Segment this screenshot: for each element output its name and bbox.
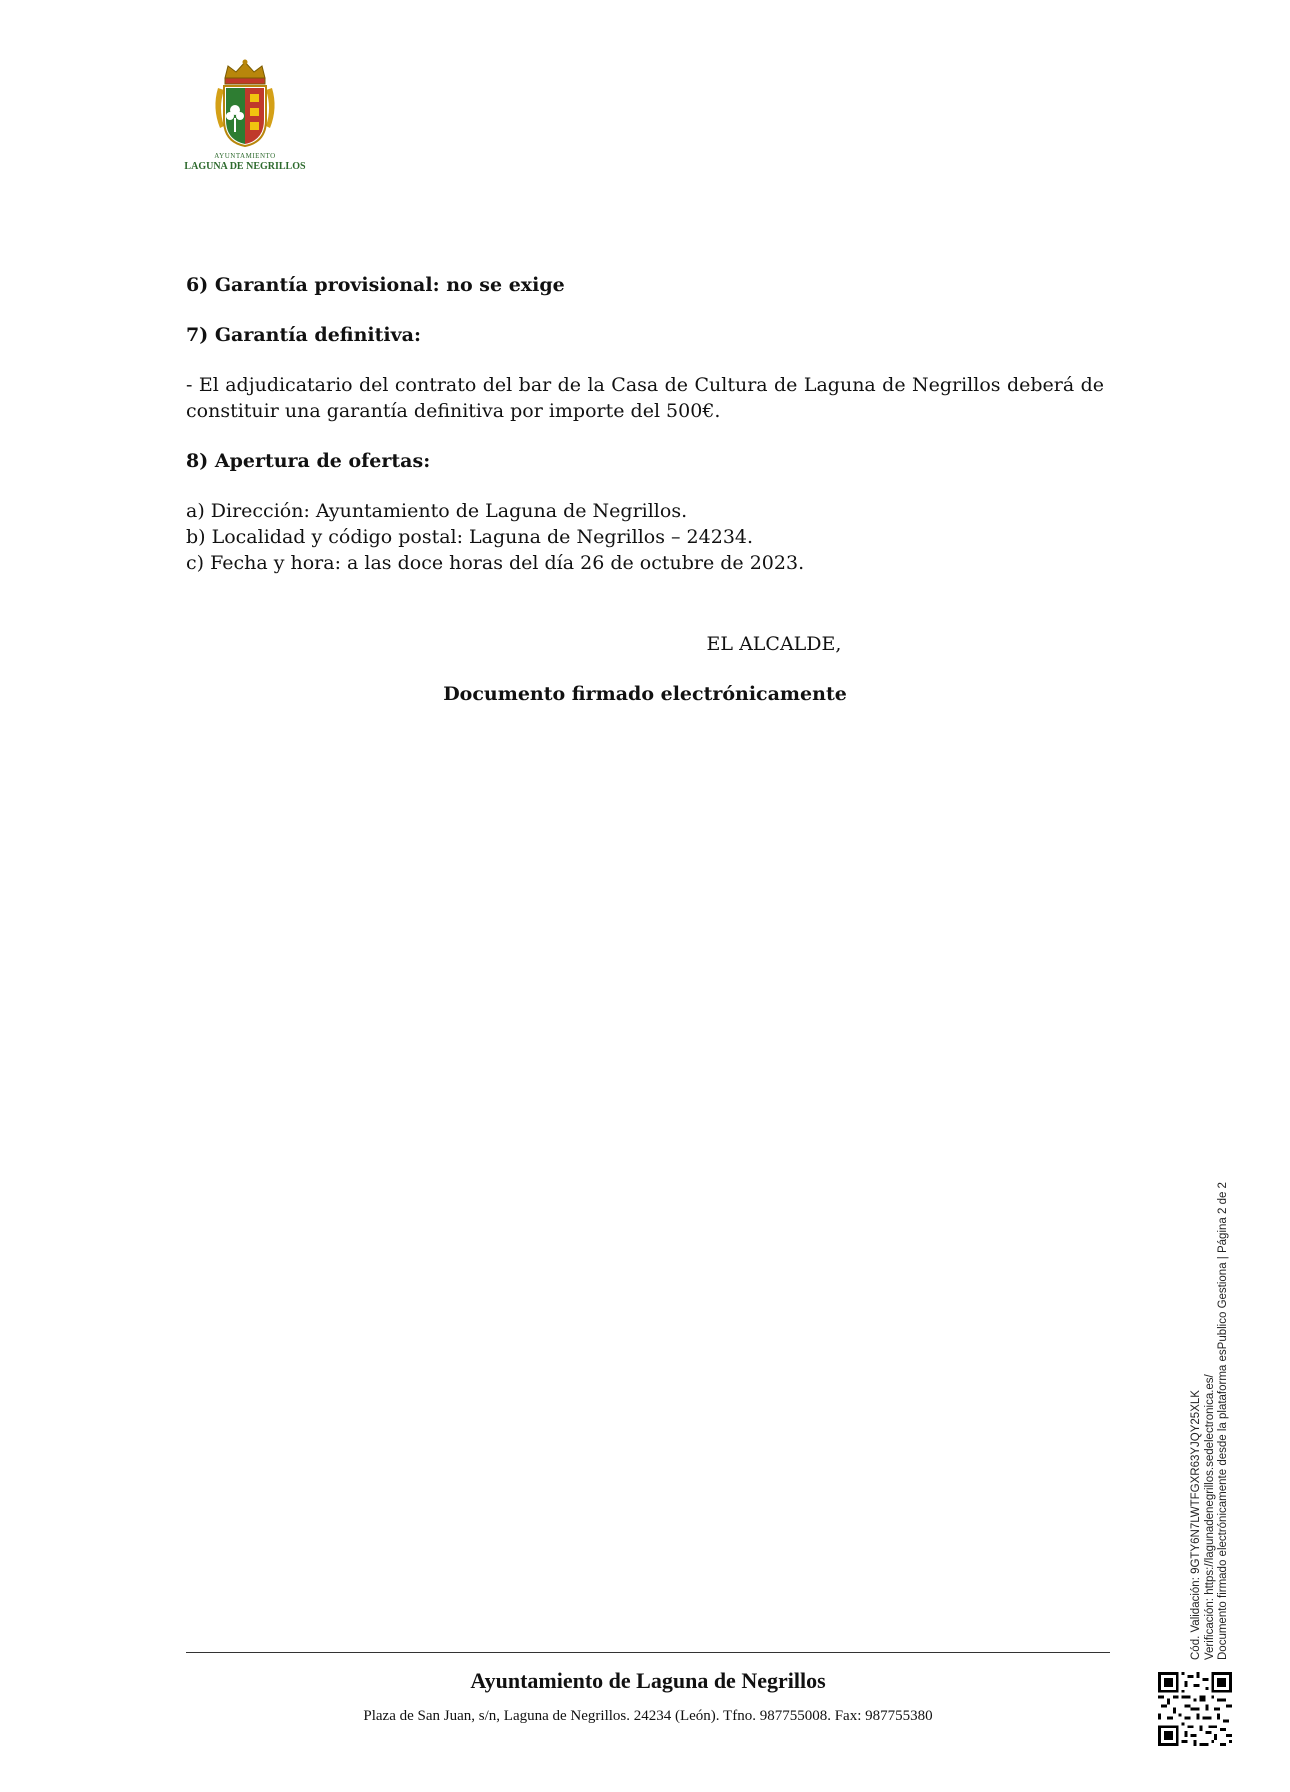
section-8-list	[186, 498, 1104, 576]
footer-divider	[186, 1652, 1110, 1653]
logo-caption-bottom: LAGUNA DE NEGRILLOS	[184, 161, 306, 172]
list-item: a) Dirección: Ayuntamiento de Laguna de Negrillos.	[186, 500, 688, 522]
section-8-title: 8) Apertura de ofertas:	[186, 450, 431, 472]
verification-sidebar	[1190, 960, 1260, 1660]
verification-url[interactable]: Verificación: https://lagunadenegrillos.sedelectronica.es/	[1203, 1374, 1216, 1660]
section-6-title: 6) Garantía provisional: no se exige	[186, 274, 565, 296]
logo-caption-top: AYUNTAMIENTO	[214, 152, 276, 160]
municipal-logo	[180, 58, 310, 178]
signature-role: EL ALCALDE,	[706, 633, 842, 655]
list-item: b) Localidad y código postal: Laguna de Negrillos – 24234.	[186, 526, 754, 548]
footer-address: Plaza de San Juan, s/n, Laguna de Negrillos. 24234 (León). Tfno. 987755008. Fax: 987755380	[363, 1708, 933, 1724]
document-body	[186, 272, 1104, 576]
platform-page-info: Documento firmado electrónicamente desde la plataforma esPublico Gestiona | Página 2 de 2	[1217, 1182, 1229, 1660]
signature-note: Documento firmado electrónicamente	[443, 683, 847, 705]
signature-role-wrap	[0, 633, 1290, 655]
coat-of-arms-icon	[210, 58, 280, 150]
section-7-title: 7) Garantía definitiva:	[186, 324, 421, 346]
qr-code-icon	[1158, 1672, 1232, 1746]
section-7-text: - El adjudicatario del contrato del bar de la Casa de Cultura de Laguna de Negrillos deberá de constituir una garantía definitiva por importe del 500€.	[186, 374, 1104, 422]
list-item: c) Fecha y hora: a las doce horas del día 26 de octubre de 2023.	[186, 552, 805, 574]
validation-code: Cód. Validación: 9GTY6N7LWTFGXR63YJQY25XLK	[1190, 1390, 1202, 1660]
footer-title: Ayuntamiento de Laguna de Negrillos	[470, 1668, 826, 1693]
